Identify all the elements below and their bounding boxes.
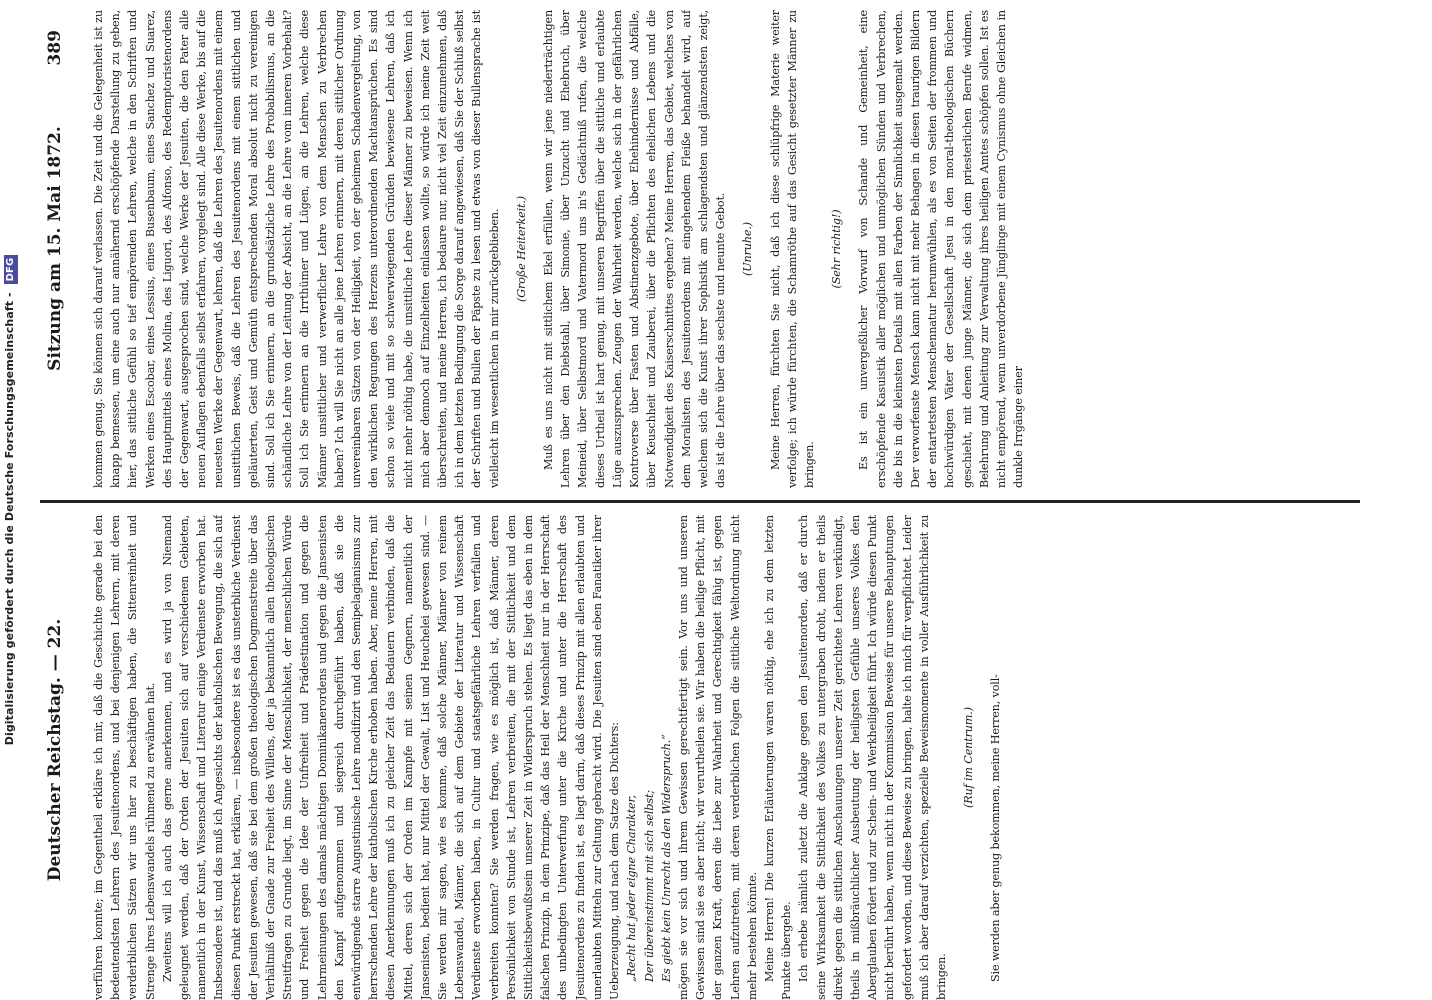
column-divider [40, 500, 1360, 503]
running-header-left: Deutscher Reichstag. — 22. [45, 618, 65, 882]
paragraph: verführen konnte; im Gegentheil erkläre ich mir, daß die Geschichte gerade bei den bedeutendsten Lehrern des Jesuitenordens, und bei denjenigen Lehrern, mit deren verderblichen Sätzen wir uns hier zu beschäftigen haben, die Sittenreinheit und Strenge ihres Lebenswandels rühmend zu erwähnen hat. [92, 515, 157, 1000]
paragraph: kommen genug. Sie können sich darauf verlassen. Die Zeit und die Gelegenheit ist zu knapp bemessen, um eine auch nur annähernd erschöpfende Darstellung zu geben, hier, das sittliche Gefühl so tief empörenden Lehren, welche in den Schriften und Werken eines Escobar, eines Lessius, eines Busenbaum, eines Sanchez und Suarez, des Hauptmittels eines Molina, des Liguori, des Alfonso, des Redemptoristenordens der Gegenwart, ausgesprochen sind, welche Werke der Jesuiten, die den Pater alle neuen Auflagen ebenfalls selbst erfahren, vorgelegt sind. Alle diese Werke, bis auf die neuesten Werke der Gegenwart, lehren, daß die Lehren des Jesuitenordens mit einem unsittlichen Beweis, daß die Lehren des Jesuitenordens mit einem sittlichen und geläuterten, Geist und Gemüth entsprechenden Moral absolut nicht zu vereinigen sind. Soll ich Sie erinnern, an die grundsätzliche Lehre des Probabilismus, an die schändliche Lehre von der Leitung der Absicht, an die Lehre vom inneren Vorbehalt? Soll ich Sie erinnern an die Irrthümer und Lügen, an die Lehren, welche diese Männer unsittlicher und verwerflicher Lehre von dem Menschen zu Verbrechen haben? Ich will Sie nicht an alle jene Lehren erinnern, mit deren sittlicher Ordnung unvereinbaren Sätzen von der Heiligkeit, von der geheimen Schadenvergeltung, von den wirklichen Regungen des Herzens unterordnenden Machtansprüchen. Es sind schon so viele und mit so schwerwiegenden Gründen bewiesene Lehren, daß ich nicht mehr nöthig habe, die unsittliche Lehre dieser Männer zu beweisen. Wenn ich mich aber dennoch auf Einzelheiten einlassen wollte, so würde ich meine Zeit weit überschreiten, und meine Herren, ich bedaure nur, nicht viel Zeit einzunehmen, daß ich in dem letzten Bedingung die Sorge darauf angewiesen, daß Sie der Schluß selbst der Schriften und Bullen der Päpste zu lesen und etwas von dieser Bullensprache ist vielleicht im wesentlichen in mir zurückgeblieben. [92, 10, 501, 488]
dfg-logo: DFG [4, 255, 18, 285]
digitization-credit-text: Digitalisierung gefördert durch die Deutsche Forschungsgemeinschaft - [3, 292, 16, 746]
page-number: 389 [45, 30, 65, 66]
text-column-right [90, 10, 1370, 488]
text-column-left [90, 515, 1370, 1000]
digitization-credit [0, 0, 20, 1000]
paragraph: Zweitens will ich auch das gerne anerkennen, und es wird ja von Niemand geleugnet werden, daß der Orden der Jesuiten sich auf verschiedenen Gebieten, namentlich in der Kunst, Wissenschaft und Literatur einige Verdienste erworben hat. Insbesondere ist, und das muß ich Angesichts der katholischen Bewegung, die sich auf diesen Punkt erstreckt hat, erklären, — insbesondere ist es das unsterbliche Verdienst der Jesuiten gewesen, daß sie bei dem großen theologischen Dogmenstreite über das Verhältniß der Gnade zur Freiheit des Willens, der ja bekanntlich allen theologischen Streitfragen zu Grunde liegt, im Sinne der Menschlichkeit, der menschlichen Würde und Freiheit gegen die Idee der Unfreiheit und Prädestination und gegen die Lehrmeinungen des damals mächtigen Dominikanerordens und gegen die Jansenisten den Kampf aufgenommen und siegreich durchgeführt haben, daß sie die entwürdigende starre Augustinische Lehre modifizirt und den Semipelagianismus zur herrschenden Lehre der katholischen Kirche erhoben haben. Aber, meine Herren, mit diesen Anerkennungen muß ich zu gleicher Zeit das Bedauern verbinden, daß die Mittel, deren sich der Orden im Kampfe mit seinen Gegnern, namentlich der Jansenisten, bedient hat, nur Mittel der Gewalt, List und Heuchelei gewesen sind. — Sie werden mir sagen, wie es komme, daß solche Männer, Männer von reinem Lebenswandel, Männer, die sich auf dem Gebiete der Literatur und Wissenschaft Verdienste erworben haben, in Cultur und staatsgefährliche Lehren verfallen und verbreiten konnten? Sie werden fragen, wie es möglich ist, daß Männer, deren Persönlichkeit von Stunde ist, Lehren verbreiten, die mit der Sittlichkeit und dem Sittlichkeitsbewußtsein unserer Zeit in Widerspruch stehen. Es liegt das eben in dem falschen Prinzip, in dem Prinzipe, daß das Heil der Menschheit nur in der Herrschaft des unbedingten Unterwerfung unter die Kirche und unter die Herrschaft des Jesuitenordens zu finden ist, es liegt darin, daß dieses Prinzip mit allen erlaubten und unerlaubten Mitteln zur Geltung gebracht wird. Die Jesuiten sind eben Fanatiker ihrer Ueberzeugung, und nach dem Satze des Dichters: [160, 515, 622, 1000]
running-header-right [38, 0, 72, 497]
stage-direction: (Große Heiterkeit.) [514, 196, 528, 302]
paragraph: mögen sie vor sich und ihrem Gewissen gerechtfertigt sein. Vor uns und unseren Gewissen sind sie es aber nicht; wir verurtheilen sie. Wir haben die heilige Pflicht, mit der ganzen Kraft, deren die Liebe zur Wahrheit und Gerechtigkeit fähig ist, gegen Lehren aufzutreten, mit deren verderblichen Folgen die sittliche Weltordnung nicht mehr bestehen könnte. [676, 515, 759, 1000]
stage-direction: (Ruf im Centrum.) [962, 707, 976, 808]
paragraph: Ich erhebe nämlich zuletzt die Anklage gegen den Jesuitenorden, daß er durch seine Wirksamkeit die Sittlichkeit des Volkes zu untergraben droht, indem er theils direkt gegen die sittlichen Anschauungen unserer Zeit gerichtete Lehren verkündigt, theils in mißbräuchlicher Ausbeutung der heiligsten Gefühle unseres Volkes den Aberglauben fördert und zur Schein- und Werkheiligkeit führt. Ich würde diesen Punkt nicht berührt haben, wenn nicht in der Kommission Beweise für unsere Behauptungen gefordert worden, und diese Beweise zu bringen, halte ich mich für verpflichtet. Leider muß ich aber darauf verzichten, spezielle Beweismomente in voller Ausführlichkeit zu bringen. [797, 515, 948, 1000]
paragraph: Muß es uns nicht mit sittlichem Ekel erfüllen, wenn wir jene niederträchtigen Lehren über den Diebstahl, über Simonie, über Unzucht und Ehebruch, über Meineid, über Selbstmord und Vatermord uns in's Gedächtniß rufen, die welche dieses Urtheil ist hart genug, mit unseren Begriffen über die sittliche und erlaubte Lüge auszusprechen. Zeugen der Wahrheit werden, welche sich in der gefährlichen Kontroverse über Fasten und Abstinenzgebote, über Ehehindernisse und Abfälle, über Keuschheit und Zauberei, über die Pflichten des ehelichen Lebens und die Notwendigkeit des Kaiserschnittes ergehen? Meine Herren, das Gebiet, welches von dem Moralisten des Jesuitenordens mit eingehendem Fleiße behandelt wird, auf welchem sich die Kunst ihrer Sophistik am schlagendsten und glänzendsten zeigt, das ist die Lehre über das sechste und neunte Gebot. [542, 10, 728, 488]
paragraph: Meine Herren! Die kurzen Erläuterungen waren nöthig, ehe ich zu dem letzten Punkte übergehe. [762, 515, 794, 1000]
paragraph: Sie werden aber genug bekommen, meine Herren, voll- [989, 674, 1003, 982]
stage-direction: (Unruhe.) [741, 222, 755, 276]
session-date-title: Sitzung am 15. Mai 1872. [45, 126, 65, 371]
stage-direction: (Sehr richtig!) [830, 209, 844, 289]
paragraph: Es ist ein unvergeßlicher Vorwurf von Schande und Gemeinheit, eine erschöpfende Kasuistik aller möglichen und unmöglichen Sünden und Verbrechen, die bis in die kleinsten Details mit allen Farben der Sinnlichkeit ausgemalt werden. Der verworfenste Mensch kann nicht mit mehr Behagen in diesen traurigen Bildern der entartetsten Menschennatur herumwühlen, als es von Seiten der frommen und hochwürdigen Väter der Gesellschaft Jesu in den moral-theologischen Büchern geschieht, mit denen junge Männer, die sich dem priesterlichen Berufe widmen, Belehrung und Anleitung zur Verwaltung ihres heiligen Amtes schöpfen sollen. Ist es nicht empörend, wenn unverdorbene Jünglinge mit einem Cynismus ohne Gleichen in dunkle Irrgänge einer [857, 10, 1026, 488]
verse-line: Es giebt kein Unrecht als den Widerspruch.“ [659, 734, 673, 982]
verse-line: „Recht hat jeder eigne Charakter, [625, 795, 639, 982]
verse-line: Der übereinstimmt mit sich selbst; [642, 790, 656, 982]
paragraph: Meine Herren, fürchten Sie nicht, daß ich diese schlüpfrige Materie weiter verfolge; ich würde fürchten, die Schamröthe auf das Gesicht gesetzter Männer zu bringen. [768, 10, 816, 488]
